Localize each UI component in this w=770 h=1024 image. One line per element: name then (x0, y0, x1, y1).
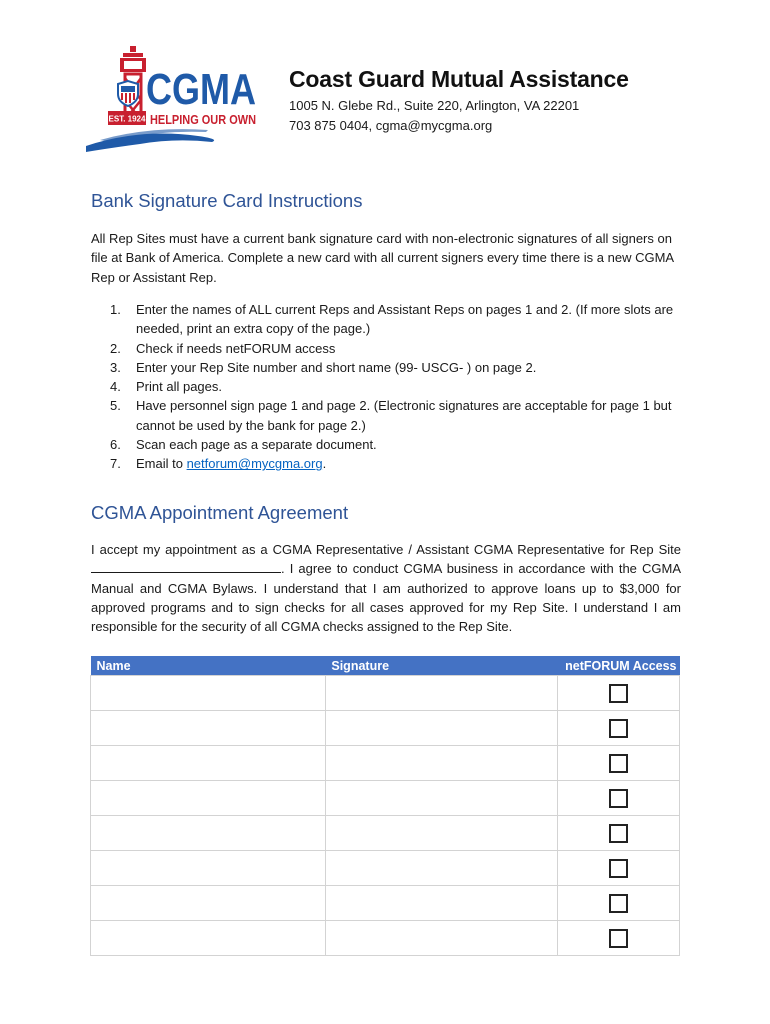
email-link[interactable]: netforum@mycgma.org (186, 456, 323, 472)
netforum-access-checkbox[interactable] (609, 789, 628, 808)
table-row (91, 851, 680, 886)
section-heading-appointment: CGMA Appointment Agreement (91, 502, 349, 523)
step-item: 5. Have personnel sign page 1 and page 2. (Electronic signatures are acceptable for page 1 but cannot be used by the bank for page 2.) (110, 398, 672, 433)
col-access-header: netFORUM Access (557, 656, 679, 676)
table-row (91, 746, 680, 781)
signature-cell[interactable] (325, 851, 557, 886)
name-cell[interactable] (91, 816, 326, 851)
rep-site-blank[interactable] (91, 560, 281, 573)
table-row (91, 711, 680, 746)
table-header-row (91, 656, 680, 676)
name-cell[interactable] (91, 676, 326, 711)
netforum-access-checkbox[interactable] (609, 719, 628, 738)
access-cell (557, 781, 679, 816)
step-item: 1. Enter the names of ALL current Reps and Assistant Reps on pages 1 and 2. (If more slots are needed, print an extra copy of the page.) (110, 302, 674, 337)
signature-cell[interactable] (325, 781, 557, 816)
name-cell[interactable] (91, 746, 326, 781)
signature-cell[interactable] (325, 746, 557, 781)
signature-cell[interactable] (325, 711, 557, 746)
step-item: 4. Print all pages. (110, 379, 222, 395)
cgma-logo (80, 44, 265, 152)
table-row (91, 676, 680, 711)
step-item: 2. Check if needs netFORUM access (110, 340, 336, 356)
logo-est: EST. 1924 (108, 114, 146, 124)
org-title: Coast Guard Mutual Assistance (289, 66, 629, 92)
step-item: 6. Scan each page as a separate document. (110, 437, 377, 453)
name-cell[interactable] (91, 886, 326, 921)
access-cell (557, 746, 679, 781)
access-cell (557, 711, 679, 746)
org-contact: 703 875 0404, cgma@mycgma.org (289, 118, 493, 133)
logo-tagline: HELPING OUR OWN (150, 113, 256, 127)
logo-text: CGMA (146, 65, 256, 114)
netforum-access-checkbox[interactable] (609, 929, 628, 948)
table-row (91, 921, 680, 956)
table-row (91, 816, 680, 851)
appointment-agreement-text: I accept my appointment as a CGMA Representative / Assistant CGMA Representative for Rep Site . I agree to conduct CGMA business in accordance with the CGMA Manual and CGMA Bylaws. I understand that I am authorized to approve loans up to $3,000 for approved programs and to sign checks for all cases approved for my Rep Site. I understand I am responsible for the security of all CGMA checks assigned to the Rep Site. (91, 542, 681, 635)
signature-cell[interactable] (325, 886, 557, 921)
access-cell (557, 921, 679, 956)
instruction-steps (110, 300, 685, 474)
signers-table (90, 656, 680, 956)
netforum-access-checkbox[interactable] (609, 684, 628, 703)
col-name-header: Name (91, 656, 326, 676)
signature-card-intro: All Rep Sites must have a current bank signature card with non-electronic signatures of all signers on file at Bank of America. Complete a new card with all current signers every time there is a new CGMA Rep or Assistant Rep. (91, 231, 674, 285)
netforum-access-checkbox[interactable] (609, 824, 628, 843)
org-address: 1005 N. Glebe Rd., Suite 220, Arlington, VA 22201 (289, 98, 580, 113)
signature-cell[interactable] (325, 921, 557, 956)
table-row (91, 781, 680, 816)
table-row (91, 886, 680, 921)
step-item: 7. Email to netforum@mycgma.org. (110, 456, 327, 472)
access-cell (557, 851, 679, 886)
access-cell (557, 676, 679, 711)
access-cell (557, 816, 679, 851)
netforum-access-checkbox[interactable] (609, 754, 628, 773)
name-cell[interactable] (91, 781, 326, 816)
col-signature-header: Signature (325, 656, 557, 676)
step-item: 3. Enter your Rep Site number and short name (99- USCG- ) on page 2. (110, 359, 537, 375)
name-cell[interactable] (91, 711, 326, 746)
netforum-access-checkbox[interactable] (609, 859, 628, 878)
netforum-access-checkbox[interactable] (609, 894, 628, 913)
access-cell (557, 886, 679, 921)
signature-cell[interactable] (325, 676, 557, 711)
section-heading-signature-card: Bank Signature Card Instructions (91, 190, 363, 211)
name-cell[interactable] (91, 921, 326, 956)
signature-cell[interactable] (325, 816, 557, 851)
name-cell[interactable] (91, 851, 326, 886)
